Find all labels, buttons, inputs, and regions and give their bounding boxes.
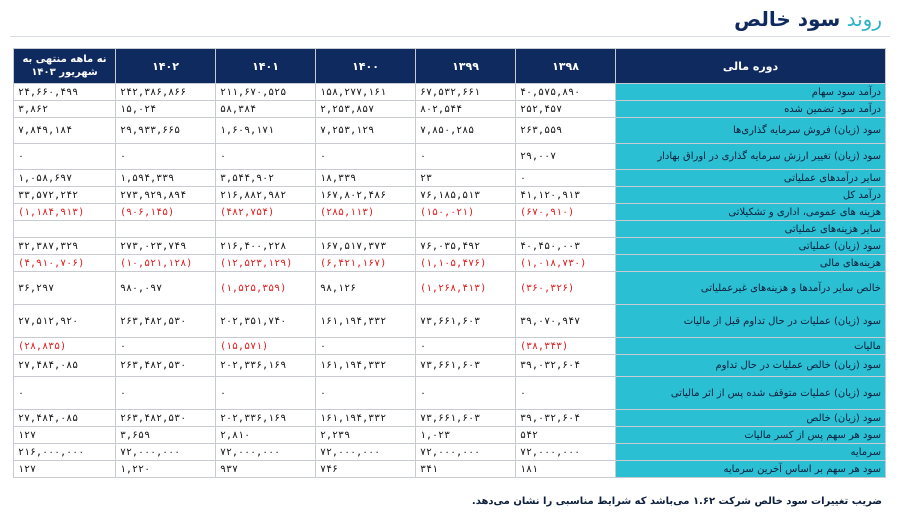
table-cell: ۴۰,۵۷۵,۸۹۰ bbox=[516, 84, 616, 101]
table-cell: ۰ bbox=[516, 377, 616, 410]
table-cell: ۲۷,۴۸۴,۰۸۵ bbox=[14, 410, 116, 427]
table-cell: (۲۸۵,۱۱۳) bbox=[316, 204, 416, 221]
row-label: سود (زیان) خالص bbox=[616, 410, 886, 427]
title-divider bbox=[10, 36, 890, 37]
table-cell: ۱۸۱ bbox=[516, 461, 616, 478]
table-cell: ۷۴۶ bbox=[316, 461, 416, 478]
table-cell: ۲۷,۵۱۲,۹۲۰ bbox=[14, 305, 116, 338]
table-cell: ۳,۵۴۴,۹۰۲ bbox=[216, 170, 316, 187]
table-cell: ۲۹,۹۳۳,۶۶۵ bbox=[116, 118, 216, 144]
table-cell: (۱۵۰,۰۲۱) bbox=[416, 204, 516, 221]
table-cell: ۲,۸۱۰ bbox=[216, 427, 316, 444]
table-cell: ۱,۲۲۰ bbox=[116, 461, 216, 478]
header-1402: ۱۴۰۲ bbox=[116, 49, 216, 84]
title-part-2: سود خالص bbox=[734, 7, 841, 31]
table-cell: ۲۷۳,۹۲۹,۸۹۴ bbox=[116, 187, 216, 204]
table-row bbox=[14, 101, 886, 118]
table-cell: ۲۷,۴۸۴,۰۸۵ bbox=[14, 355, 116, 377]
table-cell: ۴۱,۱۲۰,۹۱۳ bbox=[516, 187, 616, 204]
table-cell: ۰ bbox=[416, 377, 516, 410]
table-row bbox=[14, 444, 886, 461]
table-cell: ۰ bbox=[116, 377, 216, 410]
page-title bbox=[734, 4, 882, 34]
table-cell: ۰ bbox=[14, 377, 116, 410]
table-cell: ۰ bbox=[416, 144, 516, 170]
table-cell bbox=[14, 221, 116, 238]
table-cell: ۲۱۶,۸۸۲,۹۸۲ bbox=[216, 187, 316, 204]
table-cell: ۷,۲۵۳,۱۲۹ bbox=[316, 118, 416, 144]
table-cell: (۱,۲۶۸,۴۱۳) bbox=[416, 272, 516, 305]
row-label: سود (زیان) خالص عملیات در حال تداوم bbox=[616, 355, 886, 377]
table-cell: ۲,۲۵۳,۸۵۷ bbox=[316, 101, 416, 118]
row-label: هزینه های عمومی، اداری و تشکیلاتی bbox=[616, 204, 886, 221]
table-cell: (۱,۵۲۵,۳۵۹) bbox=[216, 272, 316, 305]
table-cell: ۴۰,۴۵۰,۰۰۳ bbox=[516, 238, 616, 255]
table-cell: ۲۰۲,۳۳۶,۱۶۹ bbox=[216, 410, 316, 427]
table-cell: ۰ bbox=[316, 338, 416, 355]
table-cell: ۱,۰۲۳ bbox=[416, 427, 516, 444]
table-cell: (۴۸۲,۷۵۴) bbox=[216, 204, 316, 221]
table-cell: ۹۸,۱۲۶ bbox=[316, 272, 416, 305]
table-cell: ۲۳ bbox=[416, 170, 516, 187]
table-cell: ۷۲,۰۰۰,۰۰۰ bbox=[416, 444, 516, 461]
table-cell: ۲۰۲,۳۵۱,۷۴۰ bbox=[216, 305, 316, 338]
table-row bbox=[14, 144, 886, 170]
table-cell: ۱۲۷ bbox=[14, 461, 116, 478]
table-row bbox=[14, 377, 886, 410]
table-cell: ۰ bbox=[316, 144, 416, 170]
title-part-1: روند bbox=[846, 7, 882, 31]
row-label: سود هر سهم بر اساس آخرین سرمایه bbox=[616, 461, 886, 478]
table-cell: ۱۵,۰۲۴ bbox=[116, 101, 216, 118]
row-label: سود (زیان) عملیاتی bbox=[616, 238, 886, 255]
table-cell: ۲۱۱,۶۷۰,۵۲۵ bbox=[216, 84, 316, 101]
table-cell: ۳۳,۵۷۲,۲۴۲ bbox=[14, 187, 116, 204]
table-cell bbox=[216, 221, 316, 238]
table-cell: ۳۶,۲۹۷ bbox=[14, 272, 116, 305]
table-cell: ۷۲,۰۰۰,۰۰۰ bbox=[216, 444, 316, 461]
table-row bbox=[14, 338, 886, 355]
header-1398: ۱۳۹۸ bbox=[516, 49, 616, 84]
table-row bbox=[14, 255, 886, 272]
table-cell: ۹۸۰,۰۹۷ bbox=[116, 272, 216, 305]
table-cell: ۰ bbox=[216, 377, 316, 410]
table-cell: (۶۷۰,۹۱۰) bbox=[516, 204, 616, 221]
table-cell: ۱۸,۳۳۹ bbox=[316, 170, 416, 187]
header-1401: ۱۴۰۱ bbox=[216, 49, 316, 84]
table-cell: ۲۷۳,۰۲۳,۷۴۹ bbox=[116, 238, 216, 255]
table-cell: ۷۶,۰۳۵,۴۹۲ bbox=[416, 238, 516, 255]
net-profit-table bbox=[13, 48, 886, 478]
table-cell: (۶,۴۲۱,۱۶۷) bbox=[316, 255, 416, 272]
row-label: سایر هزینه‌های عملیاتی bbox=[616, 221, 886, 238]
header-1400: ۱۴۰۰ bbox=[316, 49, 416, 84]
table-cell: ۱,۰۵۸,۶۹۷ bbox=[14, 170, 116, 187]
row-label: سود (زیان) عملیات در حال تداوم قبل از مالیات bbox=[616, 305, 886, 338]
table-cell: ۱۵۸,۲۷۷,۱۶۱ bbox=[316, 84, 416, 101]
table-body bbox=[14, 84, 886, 478]
row-label: هزینه‌های مالی bbox=[616, 255, 886, 272]
table-cell: (۳۶۰,۳۲۶) bbox=[516, 272, 616, 305]
table-cell: ۲۹,۰۰۷ bbox=[516, 144, 616, 170]
table-row bbox=[14, 204, 886, 221]
header-nine-months-1403: نه ماهه منتهی به شهریور ۱۴۰۳ bbox=[14, 49, 116, 84]
table-cell: ۰ bbox=[416, 338, 516, 355]
table-cell: ۲۶۳,۵۵۹ bbox=[516, 118, 616, 144]
table-row bbox=[14, 238, 886, 255]
row-label: سود هر سهم پس از کسر مالیات bbox=[616, 427, 886, 444]
table-cell: ۲۶۳,۴۸۲,۵۳۰ bbox=[116, 305, 216, 338]
table-cell: ۷۳,۶۶۱,۶۰۳ bbox=[416, 410, 516, 427]
table-cell: ۷۳,۶۶۱,۶۰۳ bbox=[416, 305, 516, 338]
table-cell: ۳۹,۰۷۰,۹۴۷ bbox=[516, 305, 616, 338]
row-label: سرمایه bbox=[616, 444, 886, 461]
table-cell: ۲۴۲,۳۸۶,۸۶۶ bbox=[116, 84, 216, 101]
table-cell: (۴,۹۱۰,۷۰۶) bbox=[14, 255, 116, 272]
table-cell: ۷۶,۱۸۵,۵۱۳ bbox=[416, 187, 516, 204]
table-cell: ۲۱۶,۰۰۰,۰۰۰ bbox=[14, 444, 116, 461]
table-row bbox=[14, 170, 886, 187]
table-row bbox=[14, 410, 886, 427]
table-cell: ۳۹,۰۳۲,۶۰۴ bbox=[516, 355, 616, 377]
table-cell: (۱۰,۵۲۱,۱۲۸) bbox=[116, 255, 216, 272]
table-cell: (۳۸,۳۴۳) bbox=[516, 338, 616, 355]
table-cell: (۲۸,۸۳۵) bbox=[14, 338, 116, 355]
table-cell: ۸۰۲,۵۴۴ bbox=[416, 101, 516, 118]
table-row bbox=[14, 461, 886, 478]
table-cell: ۲۵۲,۴۵۷ bbox=[516, 101, 616, 118]
row-label: درآمد سود تضمین شده bbox=[616, 101, 886, 118]
table-row bbox=[14, 427, 886, 444]
table-cell bbox=[316, 221, 416, 238]
table-cell: ۷۳,۶۶۱,۶۰۳ bbox=[416, 355, 516, 377]
table-cell: (۱۲,۵۲۳,۱۲۹) bbox=[216, 255, 316, 272]
table-cell: ۲۶۳,۴۸۲,۵۳۰ bbox=[116, 355, 216, 377]
table-cell: (۱,۱۰۵,۴۷۶) bbox=[416, 255, 516, 272]
table-cell: ۲۰۲,۳۳۶,۱۶۹ bbox=[216, 355, 316, 377]
table-cell bbox=[116, 221, 216, 238]
table-cell: (۱,۰۱۸,۷۳۰) bbox=[516, 255, 616, 272]
row-label: سود (زیان) تغییر ارزش سرمایه گذاری در اوراق بهادار bbox=[616, 144, 886, 170]
table-row bbox=[14, 305, 886, 338]
row-label: خالص سایر درآمدها و هزینه‌های غیرعملیاتی bbox=[616, 272, 886, 305]
table-cell: ۷,۸۴۹,۱۸۴ bbox=[14, 118, 116, 144]
row-label: سود (زیان) عملیات متوقف شده پس از اثر مالیاتی bbox=[616, 377, 886, 410]
table-cell: ۱۲۷ bbox=[14, 427, 116, 444]
table-cell bbox=[516, 221, 616, 238]
table-cell: ۱۶۱,۱۹۴,۳۳۲ bbox=[316, 355, 416, 377]
table-cell: ۷۲,۰۰۰,۰۰۰ bbox=[316, 444, 416, 461]
table-cell: ۲۶۳,۴۸۲,۵۳۰ bbox=[116, 410, 216, 427]
table-cell: ۷,۸۵۰,۲۸۵ bbox=[416, 118, 516, 144]
table-cell bbox=[416, 221, 516, 238]
table-cell: ۳,۶۵۹ bbox=[116, 427, 216, 444]
table-cell: ۱,۵۹۴,۳۳۹ bbox=[116, 170, 216, 187]
table-cell: ۹۳۷ bbox=[216, 461, 316, 478]
table-cell: ۰ bbox=[516, 170, 616, 187]
table-row bbox=[14, 272, 886, 305]
table-cell: ۳۹,۰۳۲,۶۰۴ bbox=[516, 410, 616, 427]
table-cell: ۵۸,۳۸۴ bbox=[216, 101, 316, 118]
header-period: دوره مالی bbox=[616, 49, 886, 84]
table-cell: ۳۴۱ bbox=[416, 461, 516, 478]
table-cell: ۰ bbox=[116, 144, 216, 170]
table-cell: ۰ bbox=[116, 338, 216, 355]
table-cell: ۲۴,۶۶۰,۴۹۹ bbox=[14, 84, 116, 101]
table-cell: ۷۲,۰۰۰,۰۰۰ bbox=[116, 444, 216, 461]
table-row bbox=[14, 355, 886, 377]
table-cell: ۳,۸۶۲ bbox=[14, 101, 116, 118]
table-cell: ۱۶۷,۵۱۷,۳۷۳ bbox=[316, 238, 416, 255]
table-row bbox=[14, 187, 886, 204]
table-cell: ۰ bbox=[14, 144, 116, 170]
row-label: درآمد سود سهام bbox=[616, 84, 886, 101]
table-cell: ۱,۶۰۹,۱۷۱ bbox=[216, 118, 316, 144]
header-1399: ۱۳۹۹ bbox=[416, 49, 516, 84]
table-header-row bbox=[14, 49, 886, 84]
table-cell: (۱,۱۸۴,۹۱۳) bbox=[14, 204, 116, 221]
table-cell: ۵۴۲ bbox=[516, 427, 616, 444]
table-cell: ۲,۲۳۹ bbox=[316, 427, 416, 444]
table-cell: ۷۲,۰۰۰,۰۰۰ bbox=[516, 444, 616, 461]
table-cell: ۰ bbox=[216, 144, 316, 170]
table-cell: (۹۰۶,۱۴۵) bbox=[116, 204, 216, 221]
table-cell: ۱۶۱,۱۹۴,۳۳۲ bbox=[316, 410, 416, 427]
table-row bbox=[14, 84, 886, 101]
table-row bbox=[14, 118, 886, 144]
table-cell: ۲۱۶,۴۰۰,۲۲۸ bbox=[216, 238, 316, 255]
table-cell: ۶۷,۵۳۲,۶۶۱ bbox=[416, 84, 516, 101]
table-cell: ۰ bbox=[316, 377, 416, 410]
footnote: ضریب تغییرات سود خالص شرکت ۱.۶۲ می‌باشد که شرایط مناسبی را نشان می‌دهد. bbox=[471, 496, 882, 507]
table-cell: ۳۲,۳۸۷,۳۲۹ bbox=[14, 238, 116, 255]
row-label: سود (زیان) فروش سرمایه گذاری‌ها bbox=[616, 118, 886, 144]
table-row bbox=[14, 221, 886, 238]
row-label: درآمد کل bbox=[616, 187, 886, 204]
table-cell: ۱۶۷,۸۰۲,۴۸۶ bbox=[316, 187, 416, 204]
row-label: مالیات bbox=[616, 338, 886, 355]
table-cell: ۱۶۱,۱۹۴,۳۳۲ bbox=[316, 305, 416, 338]
table-cell: (۱۵,۵۷۱) bbox=[216, 338, 316, 355]
row-label: سایر درآمدهای عملیاتی bbox=[616, 170, 886, 187]
